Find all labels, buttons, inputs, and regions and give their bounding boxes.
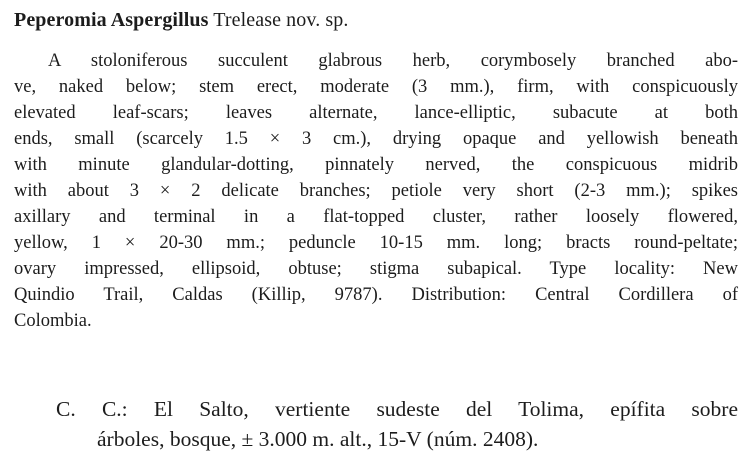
- description-line: Quindio Trail, Caldas (Killip, 9787). Distribution: Central Cordillera of: [14, 285, 738, 305]
- description-line: elevated leaf-scars; leaves alternate, lance-elliptic, subacute at both: [14, 103, 738, 123]
- specimen-line: árboles, bosque, ± 3.000 m. alt., 15-V (núm. 2408).: [97, 427, 539, 451]
- description-line: yellow, 1 × 20-30 mm.; peduncle 10-15 mm. long; bracts round-peltate;: [14, 233, 738, 253]
- description-line: axillary and terminal in a flat-topped cluster, rather loosely flowered,: [14, 207, 738, 227]
- description-line: Colombia.: [14, 311, 92, 331]
- species-author: Trelease nov. sp.: [213, 9, 349, 31]
- specimen-line: C. C.: El Salto, vertiente sudeste del Tolima, epífita sobre: [56, 397, 738, 421]
- description-line: A stoloniferous succulent glabrous herb, corymbosely branched abo-: [48, 51, 738, 71]
- species-heading: [14, 8, 348, 32]
- species-name: Peperomia Aspergillus: [14, 9, 209, 31]
- description-line: ends, small (scarcely 1.5 × 3 cm.), drying opaque and yellowish beneath: [14, 129, 738, 149]
- description-line: ovary impressed, ellipsoid, obtuse; stigma subapical. Type locality: New: [14, 259, 738, 279]
- description-line: with minute glandular-dotting, pinnately nerved, the conspicuous midrib: [14, 155, 738, 175]
- description-line: ve, naked below; stem erect, moderate (3 mm.), firm, with conspicuously: [14, 77, 738, 97]
- description-line: with about 3 × 2 delicate branches; petiole very short (2-3 mm.); spikes: [14, 181, 738, 201]
